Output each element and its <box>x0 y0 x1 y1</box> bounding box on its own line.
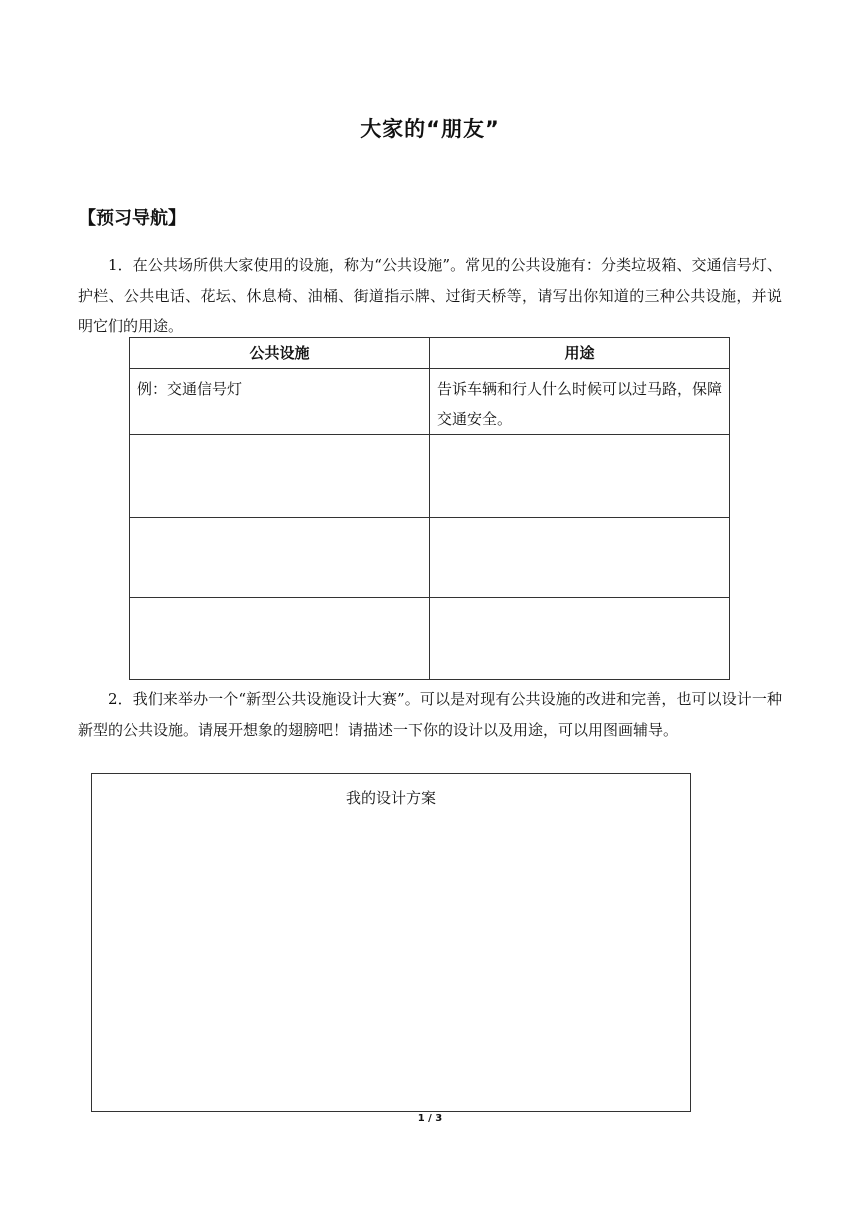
table-row <box>130 598 730 680</box>
question-2-text: 2．我们来举办一个“新型公共设施设计大赛”。可以是对现有公共设施的改进和完善，也可以设计一种新型的公共设施。请展开想象的翅膀吧！请描述一下你的设计以及用途，可以用图画辅导。 <box>78 690 782 739</box>
cell-facility: 例：交通信号灯 <box>130 369 430 435</box>
page-number: 1 / 3 <box>417 1113 443 1124</box>
cell-facility-answer[interactable] <box>130 598 430 680</box>
cell-purpose-answer[interactable] <box>430 518 730 598</box>
cell-purpose-answer[interactable] <box>430 598 730 680</box>
header-facility: 公共设施 <box>130 338 430 369</box>
cell-facility-answer[interactable] <box>130 518 430 598</box>
table-header-row <box>130 338 730 369</box>
table-row <box>130 435 730 518</box>
design-plan-box[interactable] <box>91 773 691 1112</box>
question-1-text: 1．在公共场所供大家使用的设施，称为“公共设施”。常见的公共设施有：分类垃圾箱、交通信号灯、护栏、公共电话、花坛、休息椅、油桶、街道指示牌、过街天桥等，请写出你知道的三种公共设施，并说明它们的用途。 <box>78 256 782 335</box>
table-row <box>130 369 730 435</box>
page-title: 大家的“朋友” <box>360 117 500 141</box>
cell-facility-answer[interactable] <box>130 435 430 518</box>
facility-table <box>129 337 730 680</box>
table-row <box>130 518 730 598</box>
cell-purpose-answer[interactable] <box>430 435 730 518</box>
design-plan-title: 我的设计方案 <box>345 789 436 807</box>
section-heading: 【预习导航】 <box>78 208 186 229</box>
cell-purpose: 告诉车辆和行人什么时候可以过马路，保障交通安全。 <box>430 369 730 435</box>
header-purpose: 用途 <box>430 338 730 369</box>
